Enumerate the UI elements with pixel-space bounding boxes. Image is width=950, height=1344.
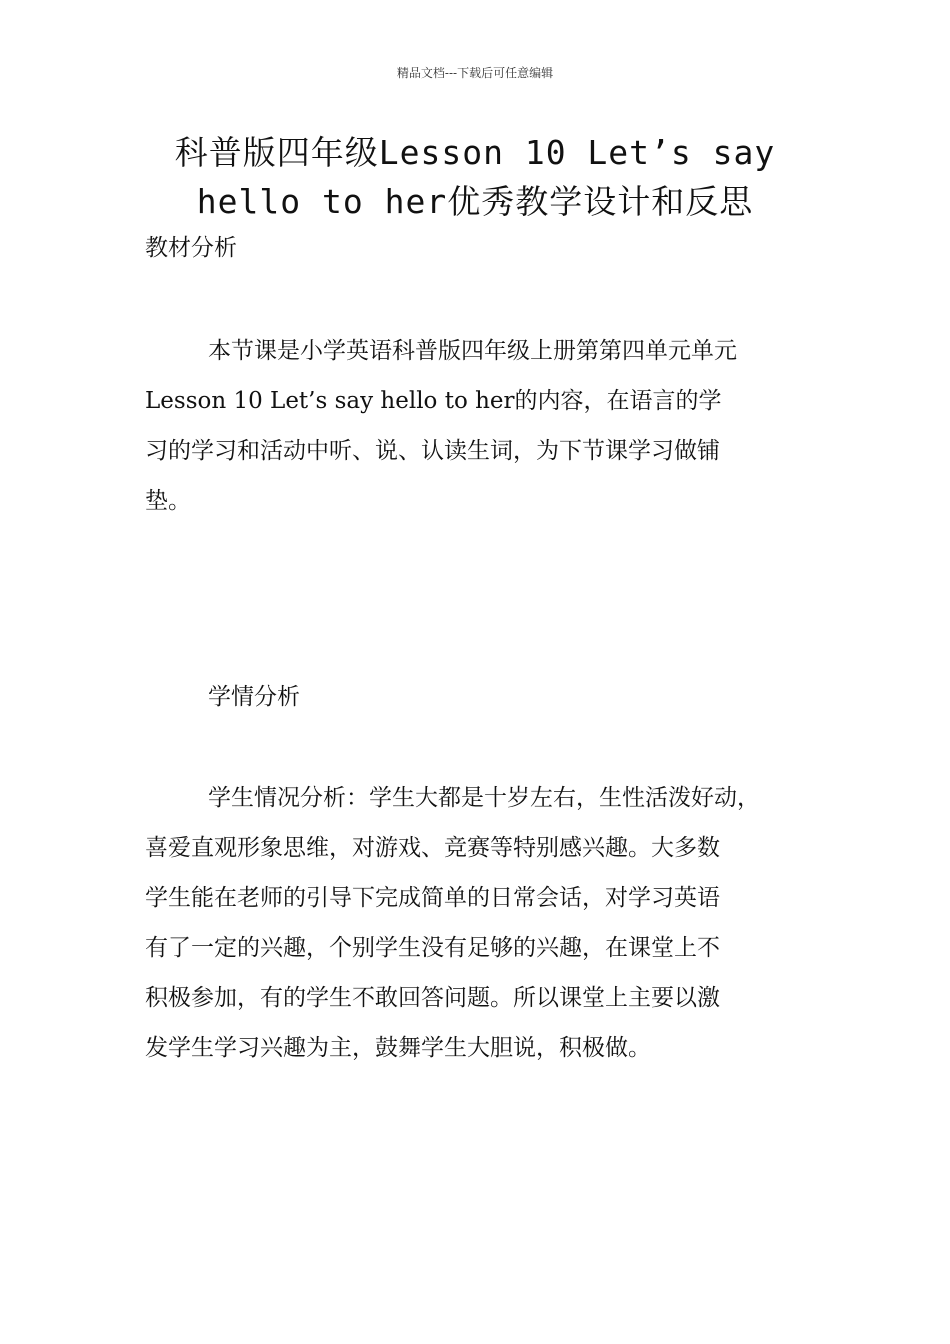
section-heading-student-analysis: 学情分析 [208, 684, 300, 710]
title-line-1: 科普版四年级Lesson 10 Let’s say [174, 133, 776, 172]
textbook-analysis-paragraph [145, 326, 815, 526]
paragraph-line: 有了一定的兴趣，个别学生没有足够的兴趣，在课堂上不 [145, 935, 720, 961]
paragraph-line: 学生情况分析：学生大都是十岁左右，生性活泼好动， [208, 785, 760, 811]
title-line-2: hello to her优秀教学设计和反思 [196, 182, 754, 221]
paragraph-line: 发学生学习兴趣为主，鼓舞学生大胆说，积极做。 [145, 1035, 651, 1061]
section-heading-textbook-analysis: 教材分析 [145, 235, 237, 261]
paragraph-line: 喜爱直观形象思维，对游戏、竞赛等特别感兴趣。大多数 [145, 835, 720, 861]
paragraph-line: 本节课是小学英语科普版四年级上册第第四单元单元 [208, 338, 737, 364]
paragraph-line: 习的学习和活动中听、说、认读生词，为下节课学习做铺 [145, 438, 720, 464]
paragraph-line: 学生能在老师的引导下完成简单的日常会话，对学习英语 [145, 885, 720, 911]
header-note: 精品文档---下载后可任意编辑 [396, 66, 554, 80]
paragraph-line: 积极参加，有的学生不敢回答问题。所以课堂上主要以激 [145, 985, 720, 1011]
document-title [120, 128, 830, 226]
student-analysis-paragraph [145, 773, 815, 1073]
paragraph-line: 垫。 [145, 488, 191, 514]
paragraph-line: Lesson 10 Let’s say hello to her的内容，在语言的学 [145, 388, 722, 414]
